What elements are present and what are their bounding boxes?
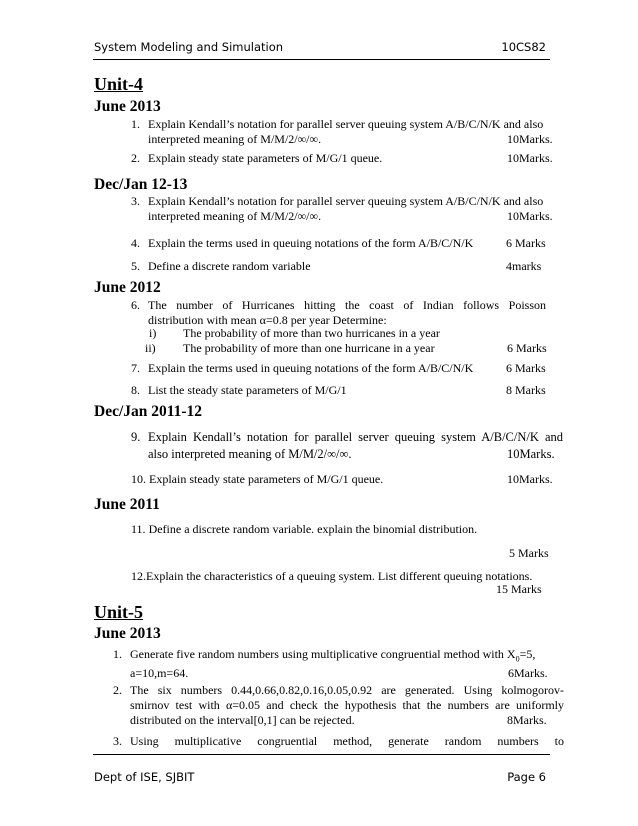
header-rule bbox=[93, 59, 550, 60]
question-text: The number of Hurricanes hitting the coast of Indian follows Poisson bbox=[148, 298, 546, 312]
marks: 4marks bbox=[506, 259, 542, 273]
question-text: Explain Kendall’s notation for parallel server queuing system A/B/C/N/K and also bbox=[148, 194, 544, 208]
marks: 10Marks. bbox=[507, 151, 553, 165]
question-11-marks: 5 Marks bbox=[509, 546, 549, 560]
question-text: The probability of more than two hurricanes in a year bbox=[183, 326, 440, 340]
question-10: 10. Explain steady state parameters of M/G/1 queue. 10Marks. bbox=[131, 472, 553, 486]
question-text: Explain Kendall’s notation for parallel server queuing system A/B/C/N/K and also bbox=[148, 117, 544, 131]
header-course-code: 10CS82 bbox=[501, 40, 546, 54]
question-text: The six numbers 0.44,0.66,0.82,0.16,0.05,0.92 are generated. Using kolmogorov- bbox=[130, 683, 564, 697]
marks: 8Marks. bbox=[507, 713, 547, 727]
marks: 8 Marks bbox=[506, 383, 546, 397]
question-2: 2. Explain steady state parameters of M/G/1 queue. 10Marks. bbox=[131, 151, 553, 165]
footer-page-number: Page 6 bbox=[507, 770, 546, 784]
question-text: Explain the characteristics of a queuing system. List different queuing notations. bbox=[146, 569, 533, 583]
marks: 10Marks. bbox=[507, 132, 553, 146]
marks: 6 Marks bbox=[506, 236, 546, 250]
unit4-decjan1213-heading: Dec/Jan 12-13 bbox=[94, 176, 188, 193]
unit5-title: Unit-5 bbox=[94, 602, 143, 622]
question-7: 7. Explain the terms used in queuing notations of the form A/B/C/N/K 6 Marks bbox=[131, 361, 546, 375]
unit5-question-2: 2. The six numbers 0.44,0.66,0.82,0.16,0.05,0.92 are generated. Using kolmogorov- smirnov test with α=0.05 and check the hypothesis that the numbers are uniformly distributed on the interval[0,1] can be rejected. 8Marks. bbox=[113, 683, 564, 727]
question-4: 4. Explain the terms used in queuing notations of the form A/B/C/N/K 6 Marks bbox=[131, 236, 546, 250]
footer-rule bbox=[93, 754, 550, 755]
question-text: Explain steady state parameters of M/G/1 queue. bbox=[148, 151, 383, 165]
question-text: a=10,m=64. bbox=[130, 666, 189, 681]
question-12-marks: 15 Marks bbox=[496, 582, 542, 596]
question-text: Define a discrete random variable bbox=[148, 259, 311, 273]
question-text: interpreted meaning of M/M/2/∞/∞. bbox=[148, 209, 322, 223]
question-text: Explain the terms used in queuing notations of the form A/B/C/N/K bbox=[148, 361, 474, 375]
question-11: 11. Define a discrete random variable. explain the binomial distribution. bbox=[131, 522, 478, 536]
unit4-june2013-heading: June 2013 bbox=[94, 98, 161, 115]
question-text: distribution with mean α=0.8 per year Determine: bbox=[148, 313, 387, 327]
question-text: Explain steady state parameters of M/G/1 queue. bbox=[149, 472, 384, 486]
footer-department: Dept of ISE, SJBIT bbox=[94, 770, 195, 784]
question-text: interpreted meaning of M/M/2/∞/∞. bbox=[148, 132, 322, 146]
unit5-question-3: 3. Using multiplicative congruential method, generate random numbers to bbox=[113, 734, 564, 748]
marks: 6Marks. bbox=[508, 666, 548, 681]
question-text: smirnov test with α=0.05 and check the hypothesis that the numbers are uniformly bbox=[130, 698, 564, 712]
question-text: Define a discrete random variable. explain the binomial distribution. bbox=[148, 522, 478, 536]
marks: 10Marks. bbox=[507, 209, 553, 223]
question-text: distributed on the interval[0,1] can be rejected. bbox=[130, 713, 355, 727]
question-text: also interpreted meaning of M/M/2/∞/∞. bbox=[148, 447, 352, 461]
unit4-title: Unit-4 bbox=[94, 74, 143, 94]
unit5-question-1: 1. Generate five random numbers using multiplicative congruential method with $X_0=5$, a=10,m=64. 6Marks. bbox=[113, 647, 563, 681]
question-5: 5. Define a discrete random variable 4marks bbox=[131, 259, 542, 273]
question-text: The probability of more than one hurricane in a year bbox=[183, 341, 435, 355]
question-text: Explain the terms used in queuing notations of the form A/B/C/N/K bbox=[148, 236, 474, 250]
question-text: Using multiplicative congruential method, generate random numbers to bbox=[130, 734, 564, 748]
question-3: 3. Explain Kendall’s notation for parallel server queuing system A/B/C/N/K and also interpreted meaning of M/M/2/∞/∞. 10Marks. bbox=[131, 194, 553, 223]
question-6: 6. The number of Hurricanes hitting the coast of Indian follows Poisson distribution with mean α=0.8 per year Determine: bbox=[131, 298, 546, 327]
question-text: Explain Kendall’s notation for parallel server queuing system A/B/C/N/K and bbox=[148, 430, 563, 444]
marks: 6 Marks bbox=[506, 361, 546, 375]
unit4-june2012-heading: June 2012 bbox=[94, 279, 161, 296]
unit4-decjan1112-heading: Dec/Jan 2011-12 bbox=[94, 403, 203, 420]
question-text: Generate five random numbers using multiplicative congruential method with $X_0=5$, bbox=[130, 647, 536, 664]
question-9: 9. Explain Kendall’s notation for parallel server queuing system A/B/C/N/K and also interpreted meaning of M/M/2/∞/∞. 10Marks. bbox=[131, 430, 563, 461]
question-1: 1. Explain Kendall’s notation for parallel server queuing system A/B/C/N/K and also interpreted meaning of M/M/2/∞/∞. 10Marks. bbox=[131, 117, 553, 146]
unit5-june2013-heading: June 2013 bbox=[94, 625, 161, 642]
question-8: 8. List the steady state parameters of M/G/1 8 Marks bbox=[131, 383, 546, 397]
unit4-june2011-heading: June 2011 bbox=[94, 496, 160, 513]
question-text: List the steady state parameters of M/G/1 bbox=[148, 383, 347, 397]
header-course-title: System Modeling and Simulation bbox=[94, 40, 284, 54]
marks: 10Marks. bbox=[507, 472, 553, 486]
marks: 6 Marks bbox=[507, 341, 547, 355]
marks: 10Marks. bbox=[507, 447, 555, 461]
question-12: 12.Explain the characteristics of a queuing system. List different queuing notations. bbox=[131, 569, 533, 583]
